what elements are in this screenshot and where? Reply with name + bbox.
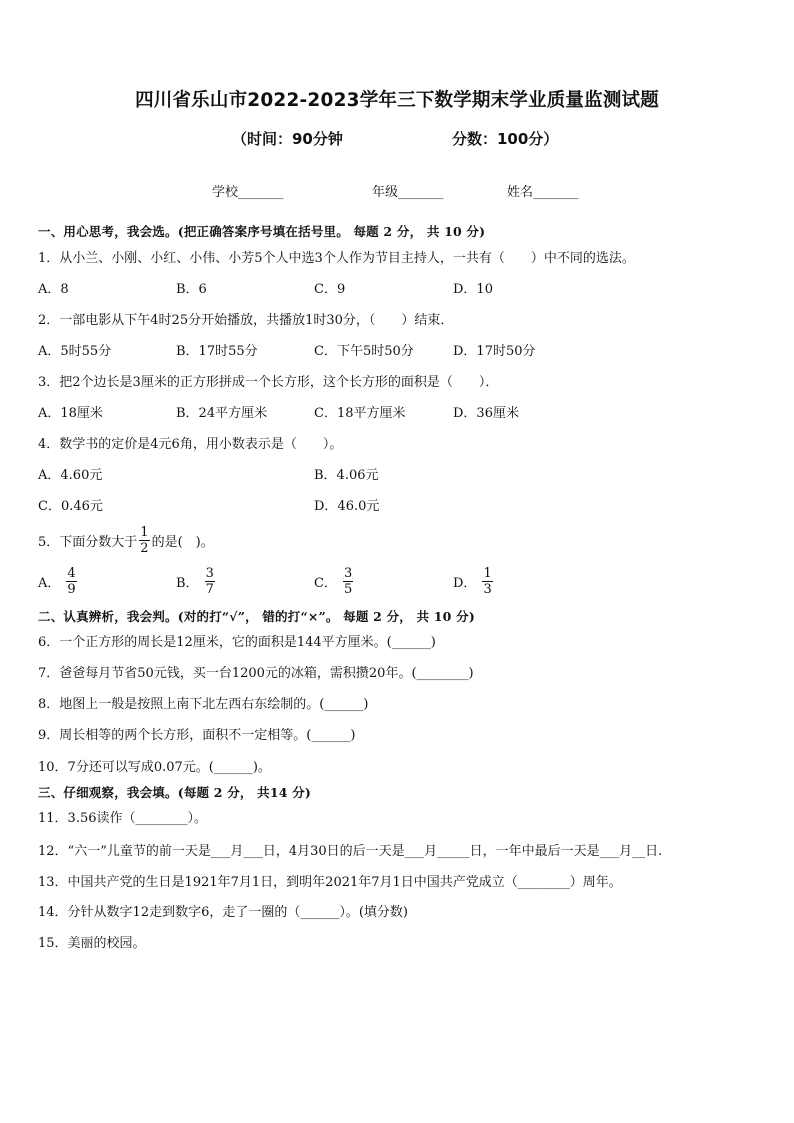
question-2: 2．一部电影从下午4时25分开始播放，共播放1时30分，（ ）结束． — [38, 313, 454, 328]
school-field: 学校_______ — [212, 185, 284, 200]
q1-option-d: D．10 — [453, 282, 493, 297]
q5-option-d-fraction — [482, 566, 492, 597]
q5-option-c-den: 5 — [343, 582, 353, 597]
q5-option-b-label: B． — [176, 576, 199, 591]
q5-option-a-label: A． — [38, 576, 61, 591]
q5-option-b-den: 7 — [205, 582, 214, 597]
question-8: 8．地图上一般是按照上南下北左西右东绘制的。(______) — [38, 697, 369, 712]
q5-option-c — [314, 566, 353, 597]
q1-option-a: A．8 — [38, 282, 69, 297]
question-1: 1．从小兰、小刚、小红、小伟、小芳5个人中选3个人作为节目主持人，一共有（ ）中不同的选法。 — [38, 251, 635, 266]
question-13: 13．中国共产党的生日是1921年7月1日，到明年2021年7月1日中国共产党成立（________）周年。 — [38, 875, 622, 890]
q5-prefix: 5．下面分数大于 — [38, 535, 138, 550]
q1-option-c: C．9 — [314, 282, 346, 297]
q5-option-c-num: 3 — [343, 566, 353, 581]
question-12: 12．“六一”儿童节的前一天是___月___日，4月30日的后一天是___月_____日，一年中最后一天是___月__日. — [38, 844, 663, 859]
exam-time: （时间：90分钟 — [232, 130, 343, 148]
question-10: 10．7分还可以写成0.07元。(______)。 — [38, 760, 271, 775]
q3-option-d: D．36厘米 — [453, 406, 519, 421]
section-heading-1: 一、用心思考，我会选。(把正确答案序号填在括号里。 每题 2 分， 共 10 分) — [38, 224, 486, 239]
q5-frac-den: 2 — [140, 541, 149, 556]
q5-option-c-fraction — [343, 566, 353, 597]
q5-option-d — [453, 566, 493, 597]
q5-option-b — [176, 566, 215, 597]
q3-option-c: C．18平方厘米 — [314, 406, 406, 421]
q5-option-a-den: 9 — [67, 582, 76, 597]
question-5 — [38, 525, 214, 556]
question-7: 7．爸爸每月节省50元钱，买一台1200元的冰箱，需积攒20年。(________) — [38, 666, 474, 681]
section-heading-3: 三、仔细观察，我会填。(每题 2 分， 共14 分) — [38, 785, 312, 800]
q5-option-a — [38, 566, 77, 597]
q5-option-a-num: 4 — [67, 566, 76, 581]
q4-option-d: D．46.0元 — [314, 499, 380, 514]
q2-option-d: D．17时50分 — [453, 344, 536, 359]
q5-fraction — [139, 525, 149, 556]
q5-option-b-fraction — [205, 566, 215, 597]
q4-option-b: B．4.06元 — [314, 468, 379, 483]
name-field: 姓名_______ — [507, 185, 579, 200]
question-9: 9．周长相等的两个长方形，面积不一定相等。(______) — [38, 728, 356, 743]
q2-option-a: A．5时55分 — [38, 344, 112, 359]
q5-option-d-den: 3 — [483, 582, 492, 597]
q5-option-b-num: 3 — [205, 566, 214, 581]
question-11: 11．3.56读作（________）。 — [38, 811, 207, 826]
q2-option-b: B．17时55分 — [176, 344, 258, 359]
q5-option-a-fraction — [66, 566, 76, 597]
page-title: 四川省乐山市2022-2023学年三下数学期末学业质量监测试题 — [135, 90, 659, 111]
q3-option-a: A．18厘米 — [38, 406, 103, 421]
question-15: 15．美丽的校园。 — [38, 936, 146, 951]
q5-option-d-num: 1 — [483, 566, 492, 581]
question-6: 6．一个正方形的周长是12厘米，它的面积是144平方厘米。(______) — [38, 635, 436, 650]
question-4: 4．数学书的定价是4元6角，用小数表示是（ ）。 — [38, 437, 343, 452]
question-14: 14．分针从数字12走到数字6，走了一圈的（______）。(填分数) — [38, 905, 408, 920]
exam-score: 分数：100分） — [452, 130, 559, 148]
q5-suffix: 的是( )。 — [151, 535, 214, 550]
section-heading-2: 二、认真辨析，我会判。(对的打“√”， 错的打“×”。 每题 2 分， 共 10 分) — [38, 609, 475, 624]
q4-option-a: A．4.60元 — [38, 468, 103, 483]
q1-option-b: B．6 — [176, 282, 207, 297]
q5-frac-num: 1 — [140, 525, 149, 540]
q4-option-c: C．0.46元 — [38, 499, 103, 514]
q5-option-d-label: D． — [453, 576, 477, 591]
q2-option-c: C．下午5时50分 — [314, 344, 414, 359]
question-3: 3．把2个边长是3厘米的正方形拼成一个长方形，这个长方形的面积是（ ）． — [38, 375, 499, 390]
q3-option-b: B．24平方厘米 — [176, 406, 268, 421]
grade-field: 年级_______ — [372, 185, 444, 200]
q5-option-c-label: C． — [314, 576, 337, 591]
